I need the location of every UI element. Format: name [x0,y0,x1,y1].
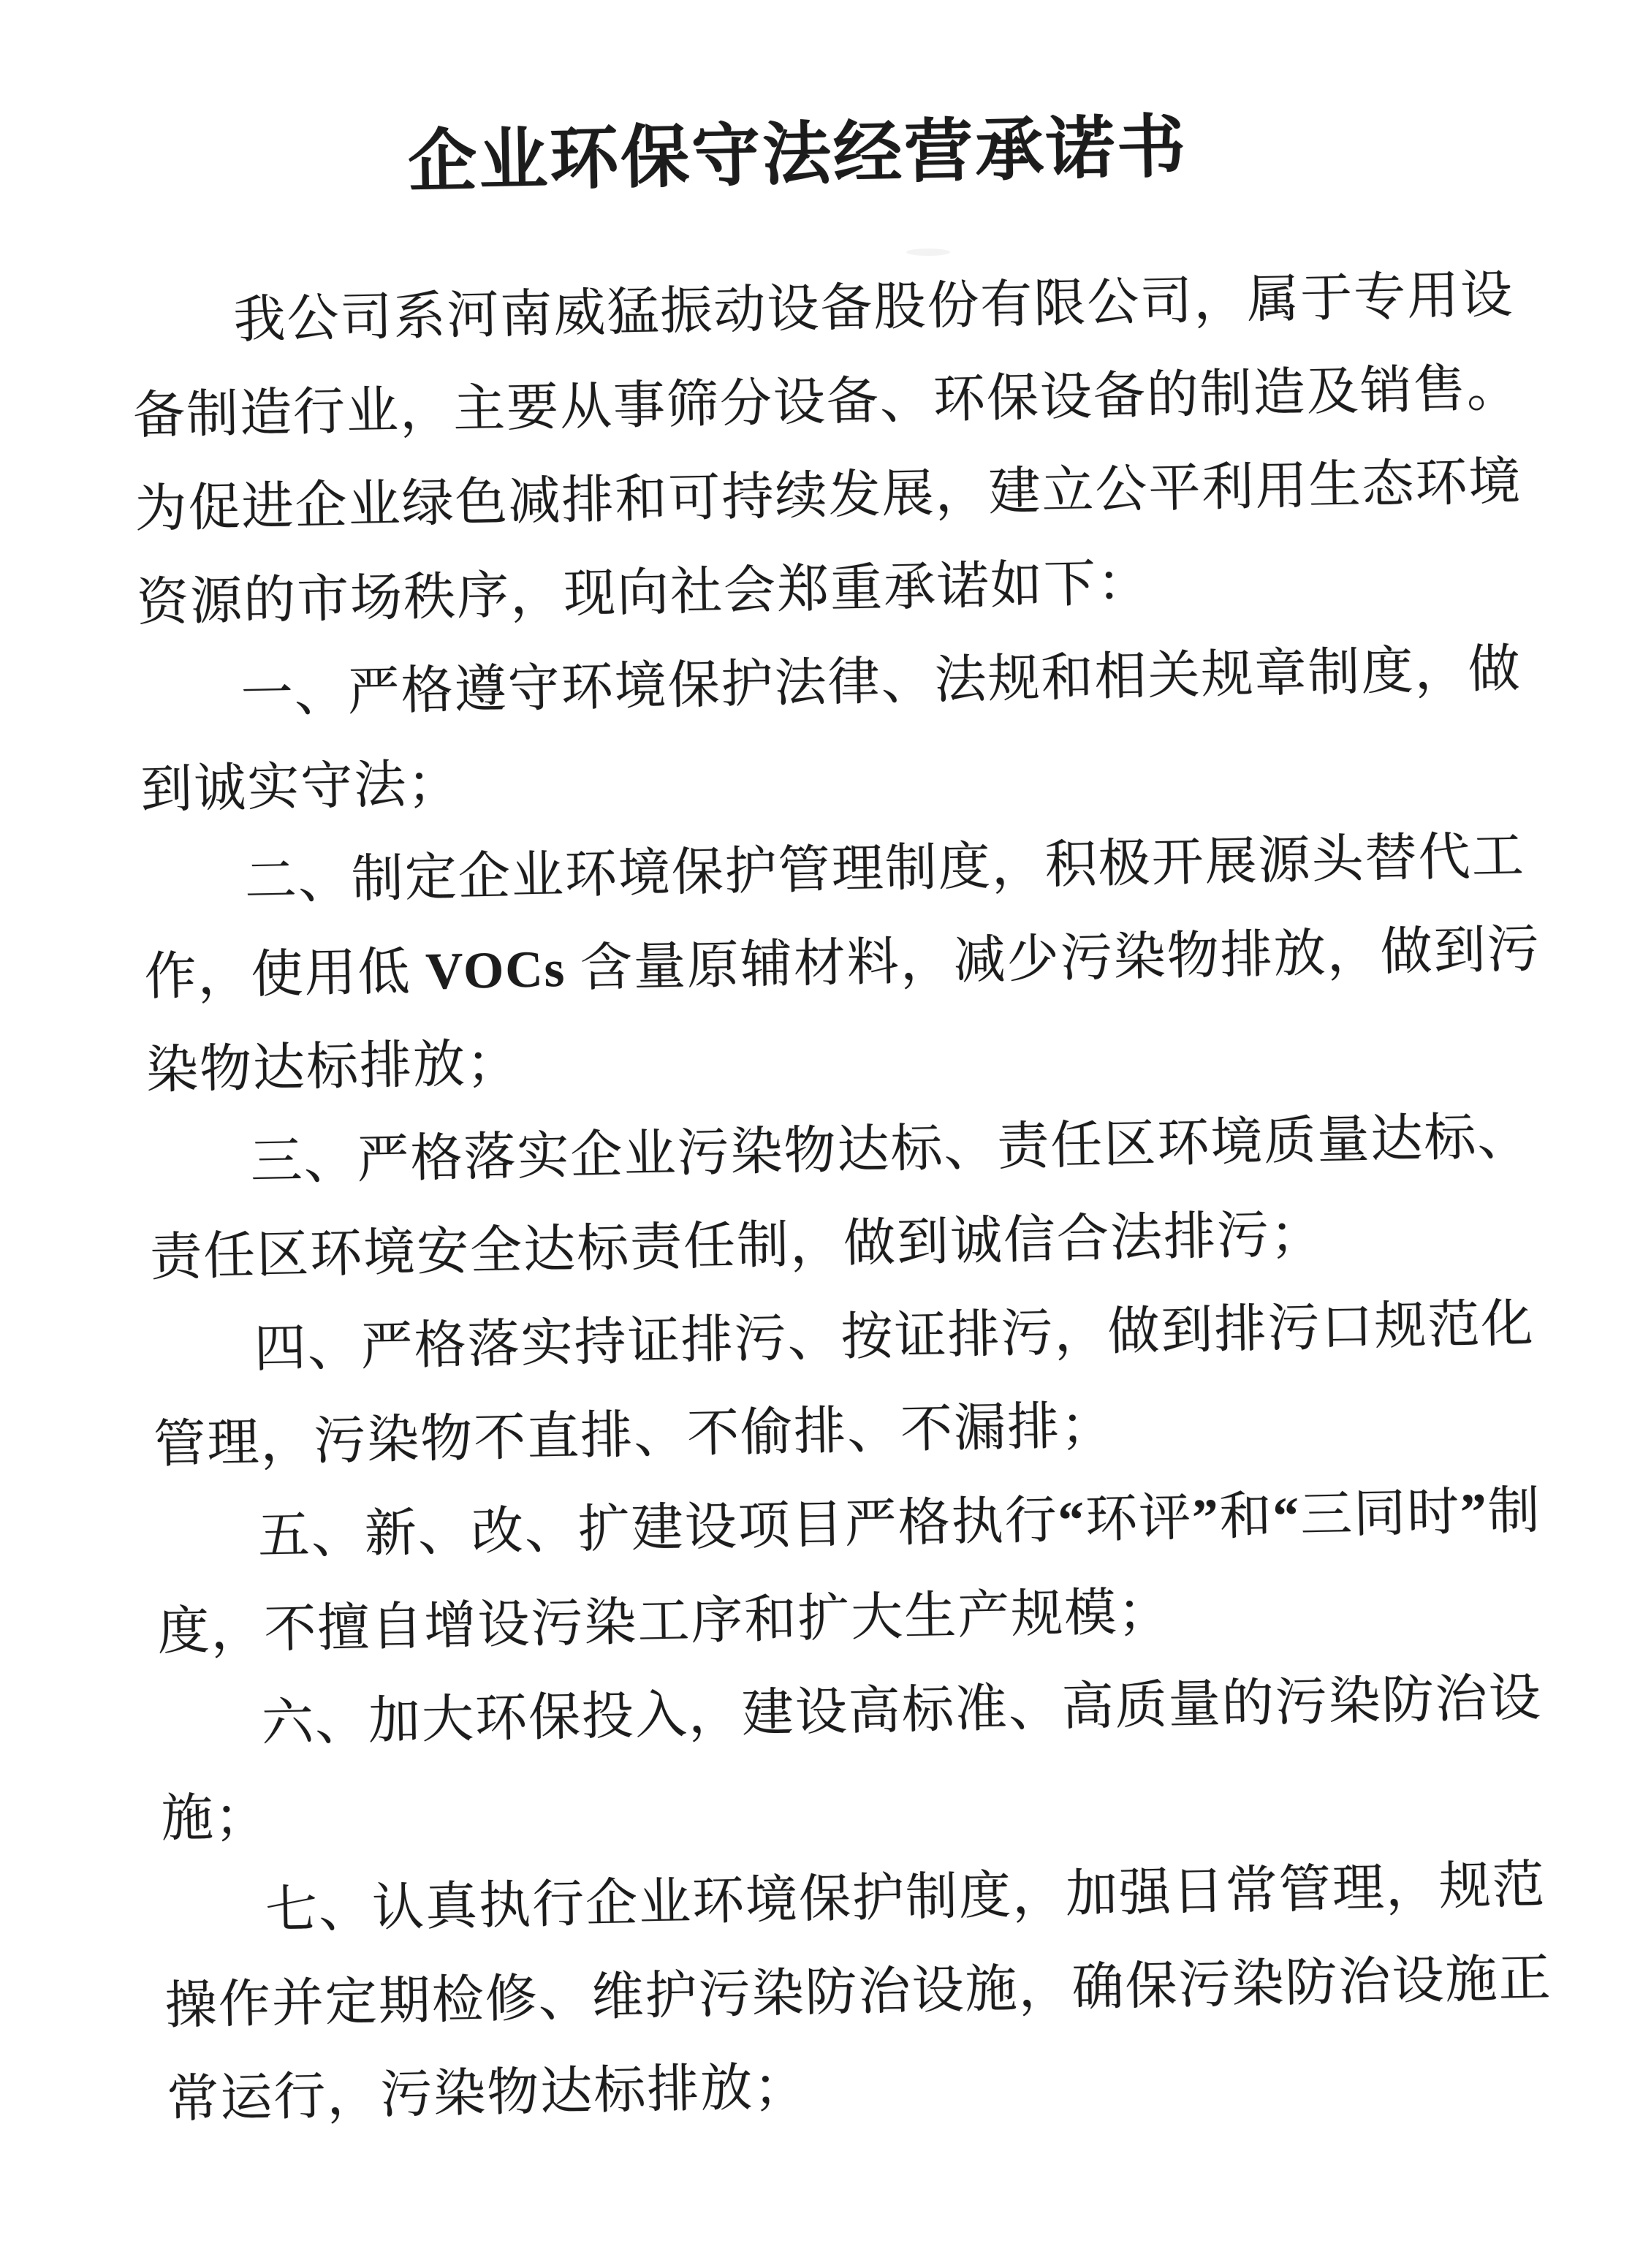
document-text-line: 六、加大环保投入，建设高标准、高质量的污染防治设 [261,1669,1543,1753]
document-text-line: 作，使用低 VOCs 含量原辅材料，减少污染物排放，做到污 [143,921,1541,1006]
document-text-line: 到诚实守法； [140,755,462,819]
document-text-line: 染物达标排放； [145,1035,520,1100]
document-text-line: 资源的市场秩序，现向社会郑重承诺如下： [136,554,1151,632]
document-text-line: 我公司系河南威猛振动设备股份有限公司，属于专用设 [232,266,1514,349]
document-text-line: 二、制定企业环境保护管理制度，积极开展源头替代工 [244,827,1526,911]
document-text-line: 五、新、改、扩建设项目严格执行“环评”和“三同时”制 [257,1482,1542,1566]
document-text-line: 管理，污染物不直排、不偷排、不漏排； [153,1397,1115,1474]
document-text-line: 一、严格遵守环境保护法律、法规和相关规章制度，做 [240,640,1522,724]
document-text-line: 责任区环境安全达标责任制，做到诚信合法排污； [149,1206,1324,1287]
document-text-line: 备制造行业，主要从事筛分设备、环保设备的制造及销售。 [132,360,1521,445]
document-text-line: 四、严格落实持证排污、按证排污，做到排污口规范化 [254,1295,1536,1378]
document-text-line: 三、严格落实企业污染物达标、责任区环境质量达标、 [249,1108,1532,1191]
document-text-line: 施； [160,1789,269,1848]
document-text-line: 七、认真执行企业环境保护制度，加强日常管理，规范 [265,1857,1546,1940]
document-text-line: 操作并定期检修、维护污染防治设施，确保污染防治设施正 [164,1950,1553,2036]
document-text-line: 为促进企业绿色减排和可持续发展，建立公平利用生态环境 [134,453,1523,539]
document-body [130,248,1565,2147]
document-text-line: 常运行，污染物达标排放； [166,2058,808,2129]
document-text-line: 度，不擅自增设污染工序和扩大生产规模； [156,1583,1172,1661]
document-title: 企业环保守法经营承诺书 [407,109,1189,201]
